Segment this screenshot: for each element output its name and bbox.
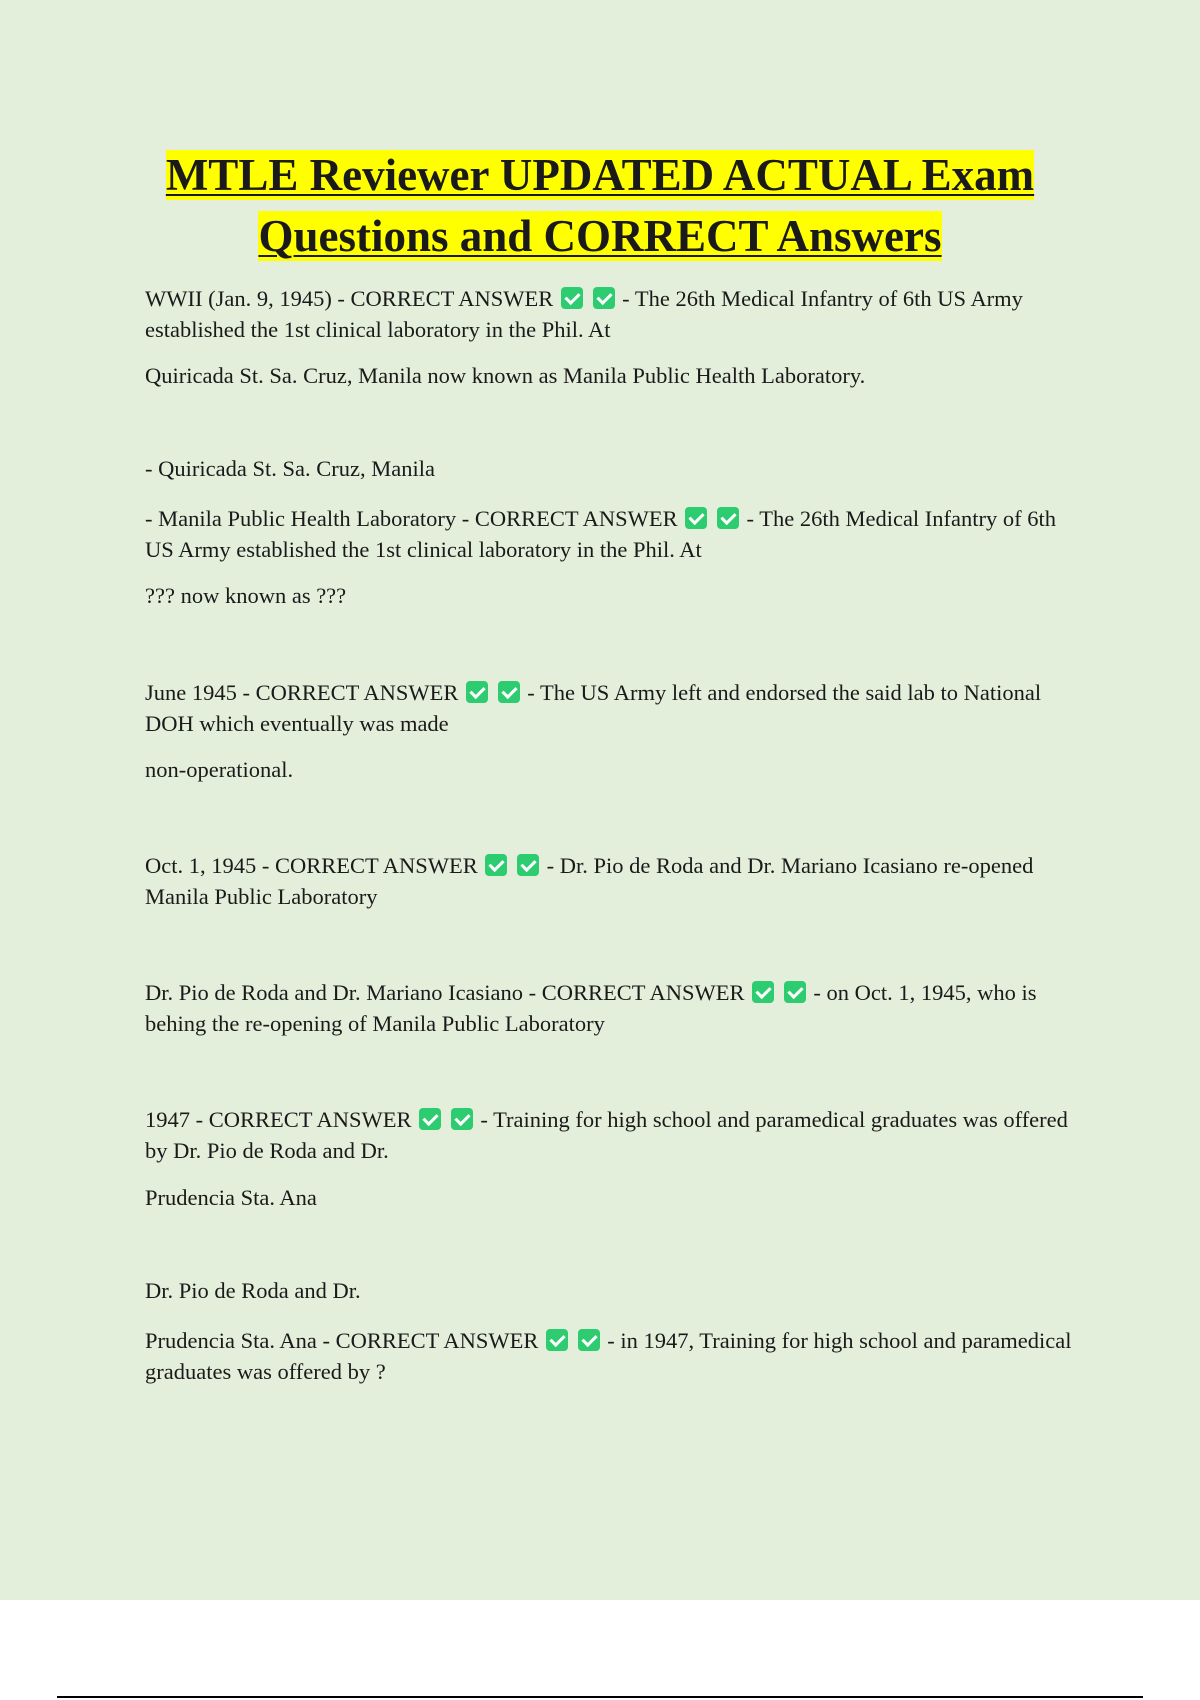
qa-text: ??? now known as ??? (145, 583, 347, 608)
check-icon (517, 854, 539, 876)
qa-text: non-operational. (145, 757, 294, 782)
title-line-1: MTLE Reviewer UPDATED ACTUAL Exam (165, 150, 1035, 200)
check-icon (561, 287, 583, 309)
footer-rule (57, 1696, 1143, 1698)
check-icon (593, 287, 615, 309)
check-icon (466, 681, 488, 703)
qa-text: Dr. Pio de Roda and Dr. (145, 1278, 361, 1303)
qa-entry: WWII (Jan. 9, 1945) - CORRECT ANSWER - The 26th Medical Infantry of 6th US Army established the 1st clinical laboratory in the Phil. At (145, 286, 1023, 342)
check-icon (419, 1108, 441, 1130)
check-icon (578, 1329, 600, 1351)
qa-entry: - Manila Public Health Laboratory - CORRECT ANSWER - The 26th Medical Infantry of 6th US Army established the 1st clinical laboratory in the Phil. At (145, 506, 1057, 562)
qa-entry: June 1945 - CORRECT ANSWER - The US Army left and endorsed the said lab to National DOH which eventually was made (145, 680, 1042, 736)
qa-entry: Prudencia Sta. Ana - CORRECT ANSWER - in 1947, Training for high school and paramedical graduates was offered by ? (145, 1328, 1072, 1384)
qa-text: - Quiricada St. Sa. Cruz, Manila (145, 456, 435, 481)
qa-text: Prudencia Sta. Ana (145, 1185, 317, 1210)
check-icon (451, 1108, 473, 1130)
qa-entry: Oct. 1, 1945 - CORRECT ANSWER - Dr. Pio de Roda and Dr. Mariano Icasiano re-opened Manila Public Laboratory (145, 853, 1034, 909)
document-title (100, 145, 1100, 267)
check-icon (498, 681, 520, 703)
title-line-2: Questions and CORRECT Answers (258, 211, 942, 261)
check-icon (784, 981, 806, 1003)
check-icon (685, 507, 707, 529)
check-icon (752, 981, 774, 1003)
qa-entry: Dr. Pio de Roda and Dr. Mariano Icasiano - CORRECT ANSWER - on Oct. 1, 1945, who is behing the re-opening of Manila Public Laboratory (145, 980, 1037, 1036)
qa-entry: 1947 - CORRECT ANSWER - Training for high school and paramedical graduates was offered by Dr. Pio de Roda and Dr. (145, 1107, 1068, 1163)
check-icon (546, 1329, 568, 1351)
check-icon (485, 854, 507, 876)
check-icon (717, 507, 739, 529)
qa-text: Quiricada St. Sa. Cruz, Manila now known as Manila Public Health Laboratory. (145, 363, 866, 388)
